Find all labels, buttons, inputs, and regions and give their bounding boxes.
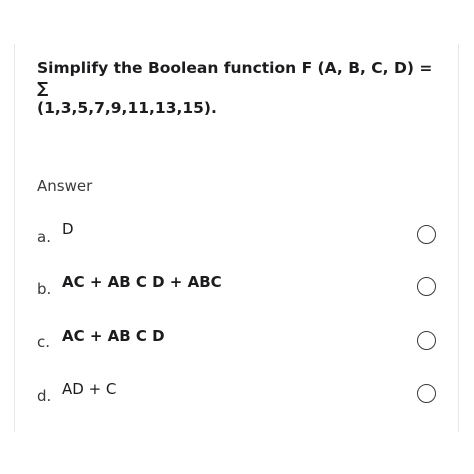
option-b-text: AC + AB C D + ABC [62, 273, 222, 291]
question-line-2: (1,3,5,7,9,11,13,15). [37, 99, 217, 117]
question-card [14, 44, 459, 432]
option-d-radio[interactable] [417, 384, 436, 403]
option-b[interactable] [15, 273, 460, 313]
option-c-text: AC + AB C D [62, 327, 165, 345]
option-c-letter: c. [37, 333, 51, 351]
option-d-letter: d. [37, 387, 52, 405]
option-d[interactable] [15, 380, 460, 420]
option-b-radio[interactable] [417, 277, 436, 296]
option-a[interactable] [15, 220, 460, 260]
answer-label: Answer [37, 177, 93, 195]
option-b-letter: b. [37, 280, 52, 298]
option-a-radio[interactable] [417, 225, 436, 244]
question-text [37, 58, 437, 118]
option-a-text: D [62, 220, 74, 238]
option-c-radio[interactable] [417, 331, 436, 350]
option-d-text: AD + C [62, 380, 117, 398]
option-a-letter: a. [37, 228, 51, 246]
option-c[interactable] [15, 327, 460, 367]
question-line-1: Simplify the Boolean function F (A, B, C, D) = ∑ [37, 59, 433, 97]
